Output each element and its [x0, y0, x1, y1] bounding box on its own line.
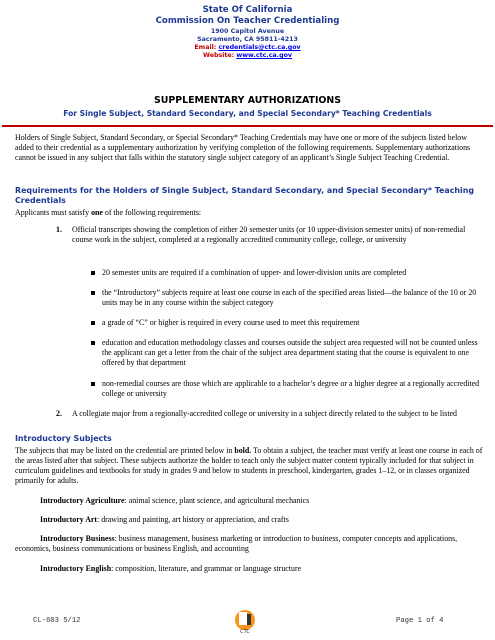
lead-post: of the following requirements:: [102, 208, 202, 217]
header-city: Sacramento, CA 95811-4213: [197, 36, 298, 43]
requirement-number: 1.: [56, 225, 62, 234]
bullet-text: non-remedial courses are those which are applicable to a bachelor’s degree or a higher degree at a regionally accredited college or university: [102, 379, 480, 399]
logo-text: CTC: [240, 629, 250, 635]
lead-bold: one: [91, 208, 103, 217]
bullet-text: a grade of “C” or higher is required in every course used to meet this requirement: [102, 318, 360, 327]
subject-name: Introductory English: [40, 564, 112, 573]
subject-name: Introductory Art: [40, 515, 98, 524]
bullet-text: 20 semester units are required if a combination of upper- and lower-division units are completed: [102, 268, 407, 277]
subject-english: [40, 564, 480, 574]
logo-book-spine: [247, 614, 251, 625]
bullet-icon: [89, 318, 97, 326]
desc-post: To obtain a subject, the teacher must verify at least one course in each of the areas listed after that subject. These subjects authorize the holder to teach only the subject matter content typically included for that subject in curriculum guidelines and textbooks for study in grades 9 and below to students in preschool, kindergarten, grades 1–12, or in classes organized primarily for adults.: [15, 446, 483, 486]
intro-paragraph: Holders of Single Subject, Standard Secondary, or Special Secondary* Teaching Credentials may have one or more of the subjects listed below added to their credential as a supplementary authorization by verifying completion of the following requirements. Supplementary authorizations cannot be issued in any subject that falls within the statutory single subject category of an applicant’s Single Subject Teaching Credential.: [15, 133, 471, 163]
introductory-heading: Introductory Subjects: [15, 434, 112, 443]
logo-book-page: [239, 612, 247, 625]
bullet-text: education and education methodology classes and courses outside the subject area requested will not be counted unless the applicant can get a letter from the chair of the subject area department stating that the course is equivalent to one offered by that department: [102, 338, 478, 368]
header-email-line: [0, 44, 495, 52]
bullet-icon: [89, 268, 97, 276]
ctc-logo: [233, 607, 257, 635]
website-label: Website:: [202, 52, 237, 59]
subject-name: Introductory Agriculture: [40, 496, 125, 505]
bullet-text: the “Introductory” subjects require at least one course in each of the specified areas listed—the balance of the 10 or 20 units may be in any course within the subject category: [102, 288, 477, 308]
page-title: SUPPLEMENTARY AUTHORIZATIONS: [153, 95, 342, 106]
requirement-number: 2.: [56, 409, 62, 418]
requirement-text: A collegiate major from a regionally-accredited college or university in a subject directly related to the subject to be listed: [72, 409, 457, 418]
subject-name: Introductory Business: [40, 534, 115, 543]
email-label: Email:: [194, 44, 219, 51]
desc-pre: The subjects that may be listed on the credential are printed below in: [15, 446, 235, 455]
subject-areas: : composition, literature, and grammar or language structure: [111, 564, 302, 573]
bullet-icon: [89, 379, 97, 387]
website-link[interactable]: www.ctc.ca.gov: [236, 52, 293, 59]
form-id: CL-603 5/12: [33, 617, 81, 625]
header-divider: [2, 125, 493, 127]
subject-agriculture: [40, 496, 480, 506]
requirements-lead: [15, 208, 485, 218]
subject-art: [40, 515, 480, 525]
page-subtitle: For Single Subject, Standard Secondary, and Special Secondary* Teaching Credentials: [63, 109, 432, 118]
subject-areas: : business management, business marketing or introduction to business, computer concepts and applications, economics, business communications or business English, and accounting: [15, 534, 458, 554]
page-number: Page 1 of 4: [396, 617, 444, 625]
requirements-heading: Requirements for the Holders of Single Subject, Standard Secondary, and Special Secondary* Teaching Credentials: [15, 186, 474, 205]
lead-pre: Applicants must satisfy: [15, 208, 92, 217]
bullet-icon: [89, 288, 97, 296]
desc-bold: bold.: [234, 446, 252, 455]
header-website-line: [0, 52, 495, 60]
subject-areas: : animal science, plant science, and agricultural mechanics: [124, 496, 310, 505]
bullet-icon: [89, 338, 97, 346]
header-street: 1900 Capitol Avenue: [210, 28, 285, 35]
introductory-description: [15, 446, 485, 486]
requirement-text: Official transcripts showing the completion of either 20 semester units (or 10 upper-division semester units) of non-remedial course work in the subject, completed at a regionally accredited community college, college, or university: [72, 225, 466, 245]
subject-business: [15, 534, 485, 554]
header-commission: Commission On Teacher Credentialing: [155, 16, 340, 26]
email-link[interactable]: credentials@ctc.ca.gov: [218, 44, 301, 51]
header-state: State Of California: [202, 5, 293, 15]
subject-areas: : drawing and painting, art history or appreciation, and crafts: [97, 515, 289, 524]
